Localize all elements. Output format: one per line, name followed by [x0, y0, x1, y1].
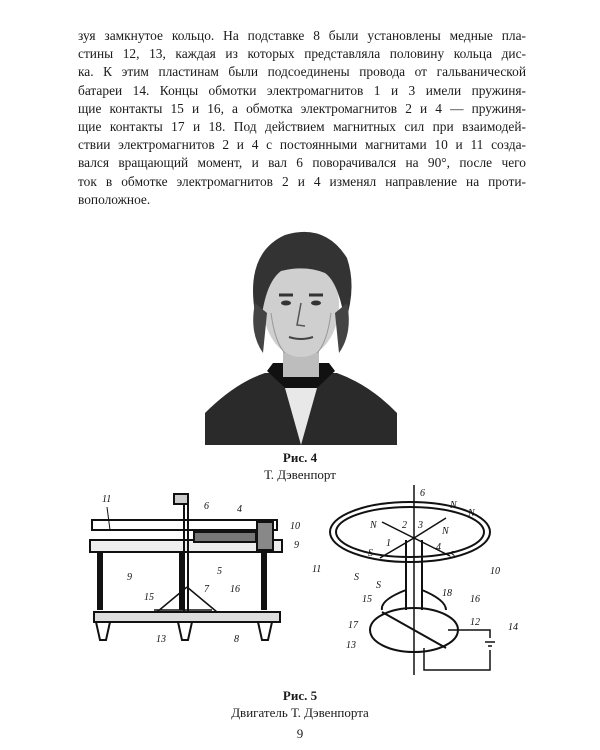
svg-text:16: 16 — [470, 594, 480, 605]
svg-text:3: 3 — [418, 520, 423, 531]
diagram-labels — [312, 488, 518, 651]
svg-text:18: 18 — [442, 588, 452, 599]
body-text — [78, 27, 526, 209]
svg-text:17: 17 — [348, 620, 358, 631]
svg-text:10: 10 — [290, 521, 300, 532]
svg-text:S: S — [376, 580, 381, 591]
svg-text:6: 6 — [204, 501, 209, 512]
svg-text:N: N — [442, 526, 449, 537]
svg-text:15: 15 — [362, 594, 372, 605]
svg-text:S: S — [368, 548, 373, 559]
text-line: воположное. — [78, 191, 151, 207]
svg-text:16: 16 — [230, 584, 240, 595]
svg-text:4: 4 — [436, 542, 441, 553]
portrait-image — [205, 213, 397, 445]
svg-text:7: 7 — [204, 584, 209, 595]
svg-text:N: N — [370, 520, 377, 531]
figure-4-caption: Т. Дэвенпорт — [264, 467, 336, 482]
svg-text:9: 9 — [127, 572, 132, 583]
svg-text:N: N — [468, 508, 475, 519]
svg-text:1: 1 — [386, 538, 391, 549]
svg-text:N: N — [450, 500, 457, 511]
engine-perspective-diagram — [300, 480, 530, 680]
svg-text:2: 2 — [402, 520, 407, 531]
svg-text:12: 12 — [470, 617, 480, 628]
figure-5-number: Рис. 5 — [282, 688, 318, 703]
figure-4-number: Рис. 4 — [282, 450, 318, 465]
svg-text:4: 4 — [237, 504, 242, 515]
text-line: ствии электромагнитов 2 и 4 с постоянными магнитами 10 и 11 созда- — [78, 137, 526, 153]
svg-text:9: 9 — [294, 540, 299, 551]
figure-5-caption: Двигатель Т. Дэвенпорта — [231, 705, 369, 720]
svg-text:13: 13 — [346, 640, 356, 651]
text-line: щие контакты 15 и 16, а обмотка электромагнитов 2 и 4 — пружиня- — [78, 100, 526, 116]
text-line: вался вращающий момент, и вал 6 поворачивался на 90°, после чего — [78, 155, 526, 171]
svg-text:S: S — [450, 550, 455, 561]
svg-text:10: 10 — [490, 566, 500, 577]
svg-text:6: 6 — [420, 488, 425, 499]
text-line: батареи 14. Концы обмотки электромагнитов 1 и 3 имели пружиня- — [78, 82, 526, 98]
engine-side-diagram — [82, 482, 312, 652]
svg-text:5: 5 — [217, 566, 222, 577]
text-line: зуя замкнутое кольцо. На подставке 8 были установлены медные пла- — [78, 28, 526, 43]
svg-text:8: 8 — [234, 634, 239, 645]
svg-text:13: 13 — [156, 634, 166, 645]
text-line: щие контакты 17 и 18. Под действием магнитных сил при взаимодей- — [78, 119, 526, 135]
text-line: ток в обмотке электромагнитов 2 и 4 изменял направление на проти- — [78, 173, 526, 189]
svg-text:11: 11 — [102, 494, 112, 505]
text-line: стины 12, 13, каждая из которых представляла половину кольца дис- — [78, 46, 526, 62]
svg-text:11: 11 — [312, 564, 322, 575]
svg-text:15: 15 — [144, 592, 154, 603]
text-line: ка. К этим пластинам были подсоединены провода от гальванической — [78, 64, 526, 80]
svg-text:S: S — [354, 572, 359, 583]
page-number: 9 — [296, 726, 304, 741]
svg-text:14: 14 — [508, 622, 518, 633]
